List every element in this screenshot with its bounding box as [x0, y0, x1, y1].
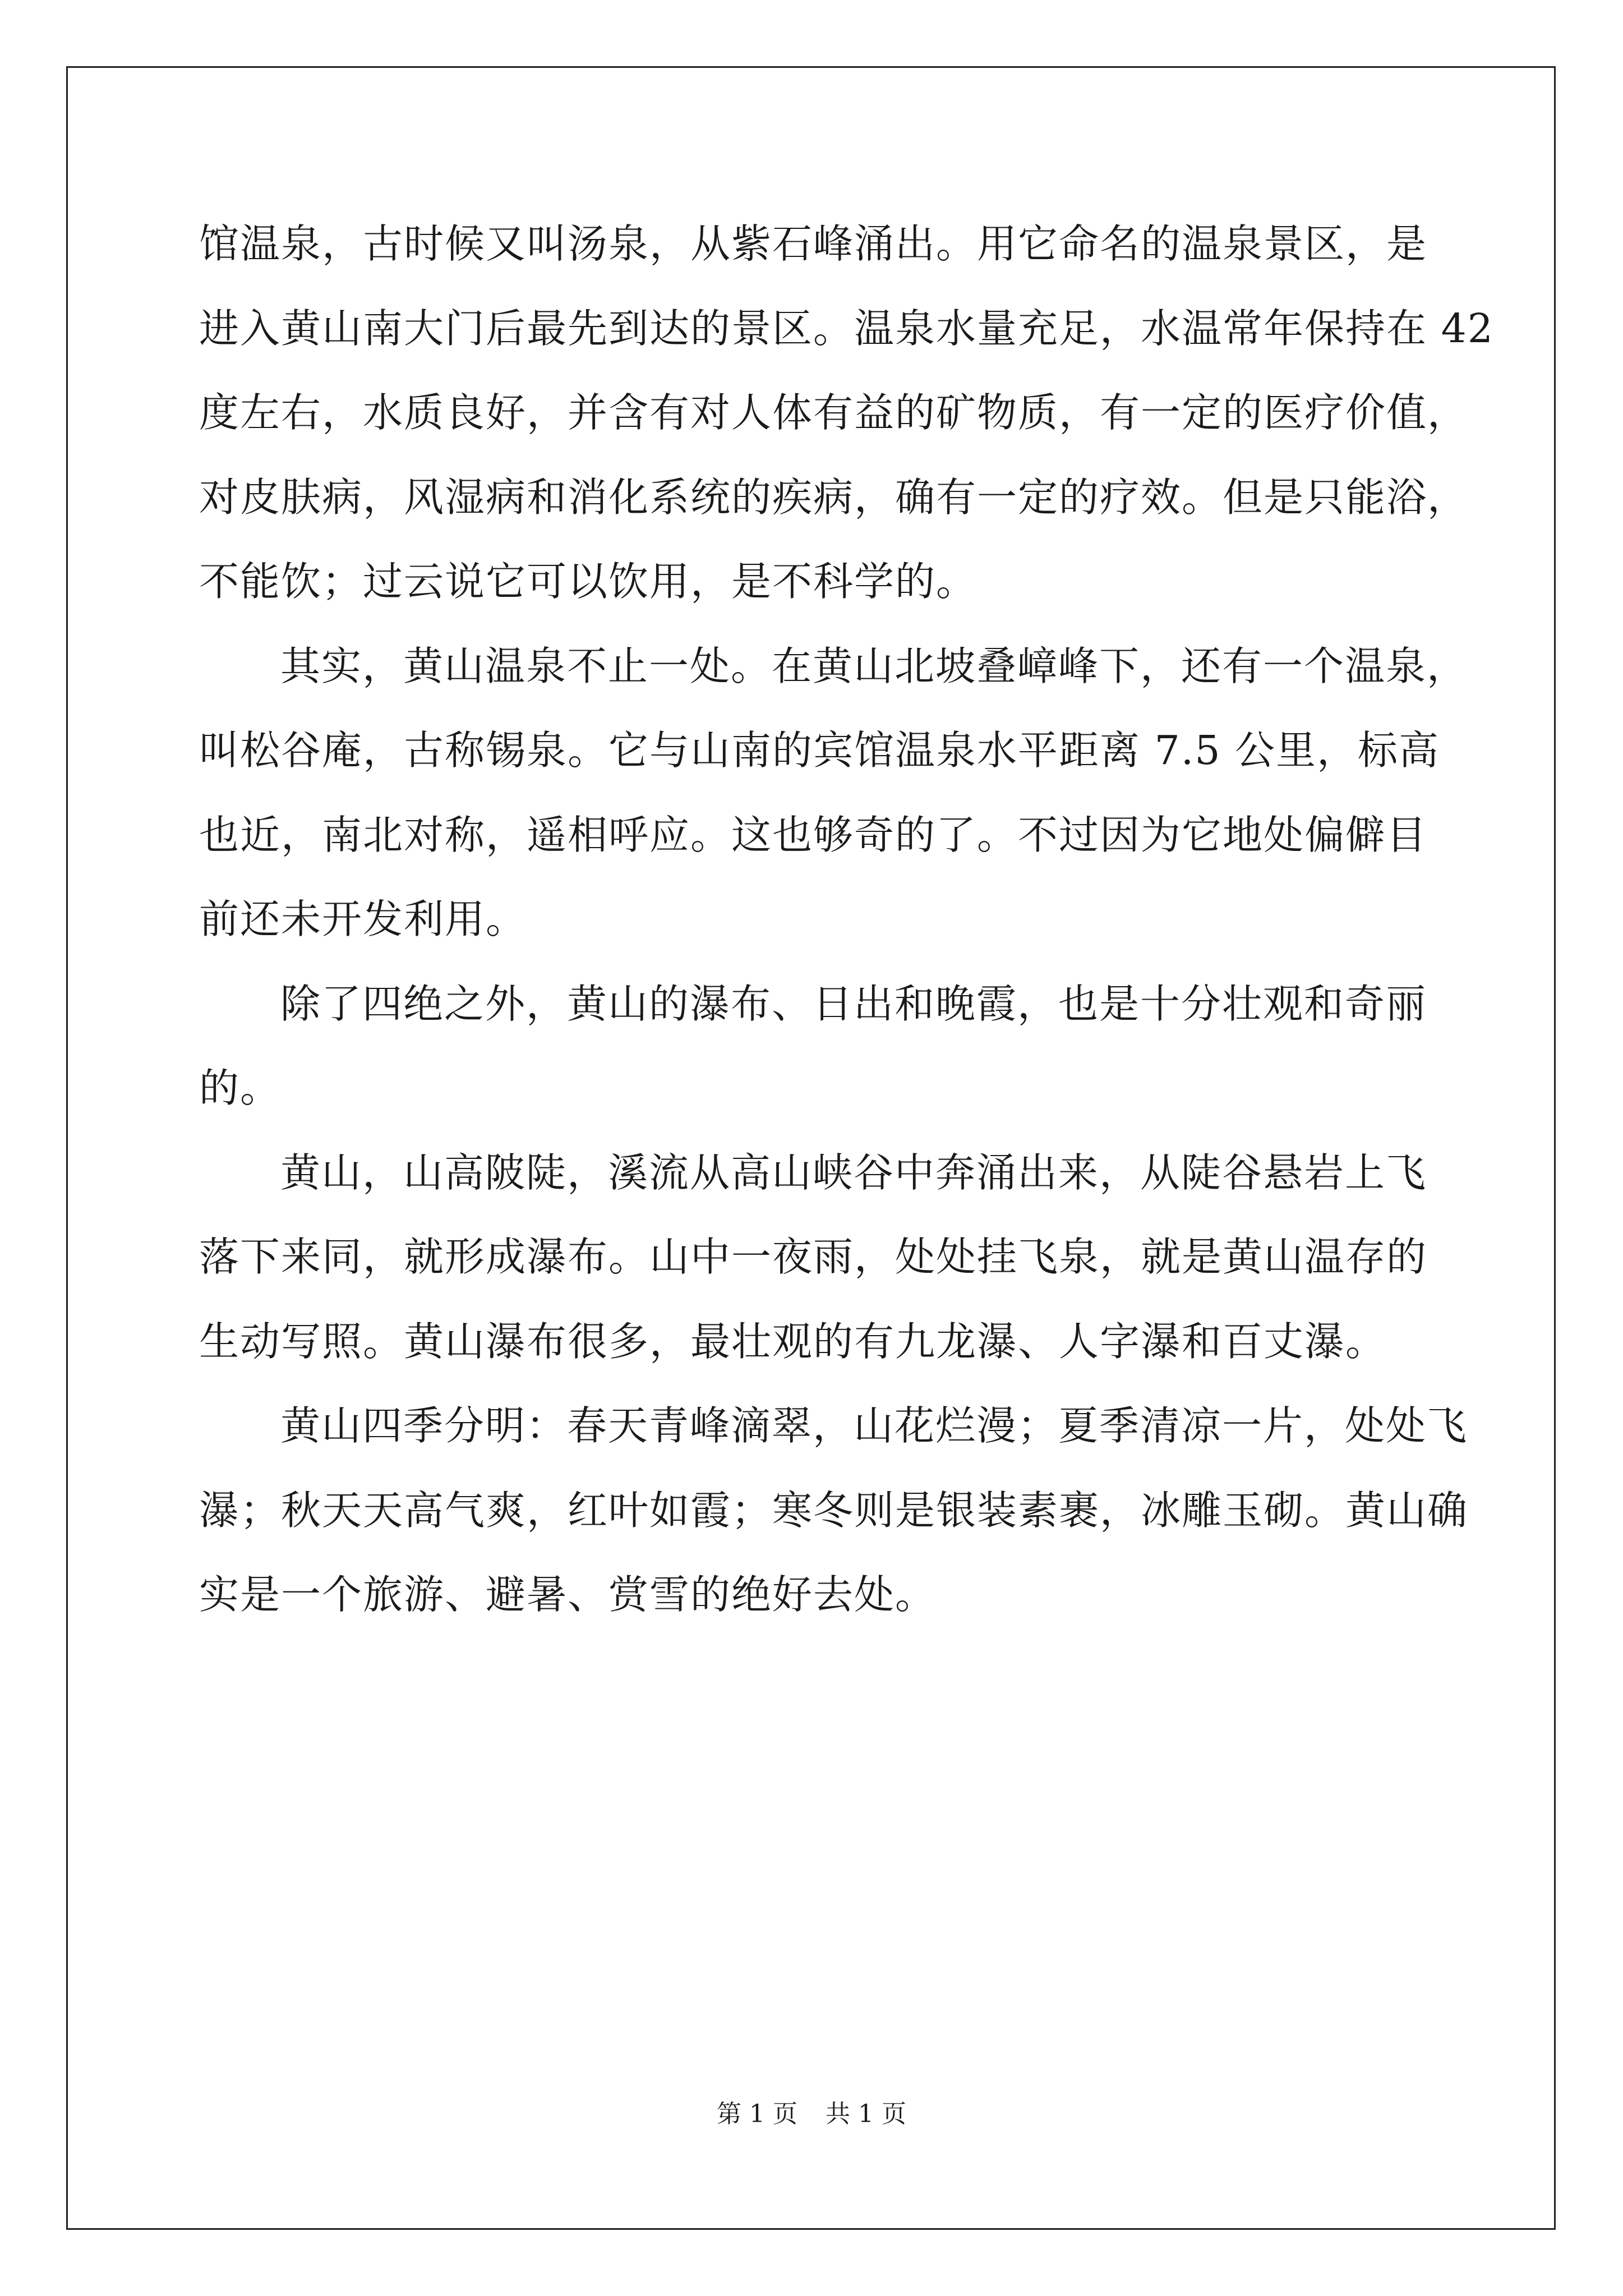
text-line: 黄山四季分明：春天青峰滴翠，山花烂漫；夏季清凉一片，处处飞: [280, 1402, 1468, 1449]
text-line: 除了四绝之外，黄山的瀑布、日出和晚霞，也是十分壮观和奇丽: [280, 980, 1427, 1027]
text-line: 度左右，水质良好，并含有对人体有益的矿物质，有一定的医疗价值，: [199, 389, 1469, 436]
text-line: 不能饮；过云说它可以饮用，是不科学的。: [199, 558, 978, 605]
text-line: 馆温泉，古时候又叫汤泉，从紫石峰涌出。用它命名的温泉景区，是: [199, 220, 1428, 267]
paragraph-5: [199, 1384, 1469, 1637]
paragraph-4: [199, 1131, 1450, 1384]
text-line: 叫松谷庵，古称锡泉。它与山南的宾馆温泉水平距离 7.5 公里，标高: [199, 727, 1440, 774]
text-line: 瀑；秋天天高气爽，红叶如霞；寒冬则是银装素裹，冰雕玉砌。黄山确: [199, 1487, 1469, 1534]
text-line: 对皮肤病，风湿病和消化系统的疾病，确有一定的疗效。但是只能浴，: [199, 473, 1469, 521]
text-line: 实是一个旅游、避暑、赏雪的绝好去处。: [199, 1571, 937, 1618]
text-line: 进入黄山南大门后最先到达的景区。温泉水量充足，水温常年保持在 42: [199, 305, 1494, 352]
document-body: [199, 202, 1494, 1637]
paragraph-1: [199, 202, 1494, 624]
paragraph-3: [199, 962, 1450, 1131]
page-number-label: 第 1 页: [717, 2100, 797, 2128]
text-line: 黄山，山高陂陡，溪流从高山峡谷中奔涌出来，从陡谷悬岩上飞: [280, 1149, 1427, 1196]
paragraph-2: [199, 624, 1468, 962]
text-line: 生动写照。黄山瀑布很多，最壮观的有九龙瀑、人字瀑和百丈瀑。: [199, 1318, 1387, 1365]
text-line: 落下来同，就形成瀑布。山中一夜雨，处处挂飞泉，就是黄山温存的: [199, 1234, 1428, 1280]
text-line: 的。: [199, 1065, 282, 1111]
total-pages-label: 共 1 页: [826, 2100, 906, 2128]
text-line: 其实，黄山温泉不止一处。在黄山北坡叠嶂峰下，还有一个温泉，: [280, 642, 1468, 689]
text-line: 也近，南北对称，遥相呼应。这也够奇的了。不过因为它地处偏僻目: [199, 811, 1428, 858]
text-line: 前还未开发利用。: [199, 896, 527, 942]
page-footer: [0, 2093, 1623, 2129]
